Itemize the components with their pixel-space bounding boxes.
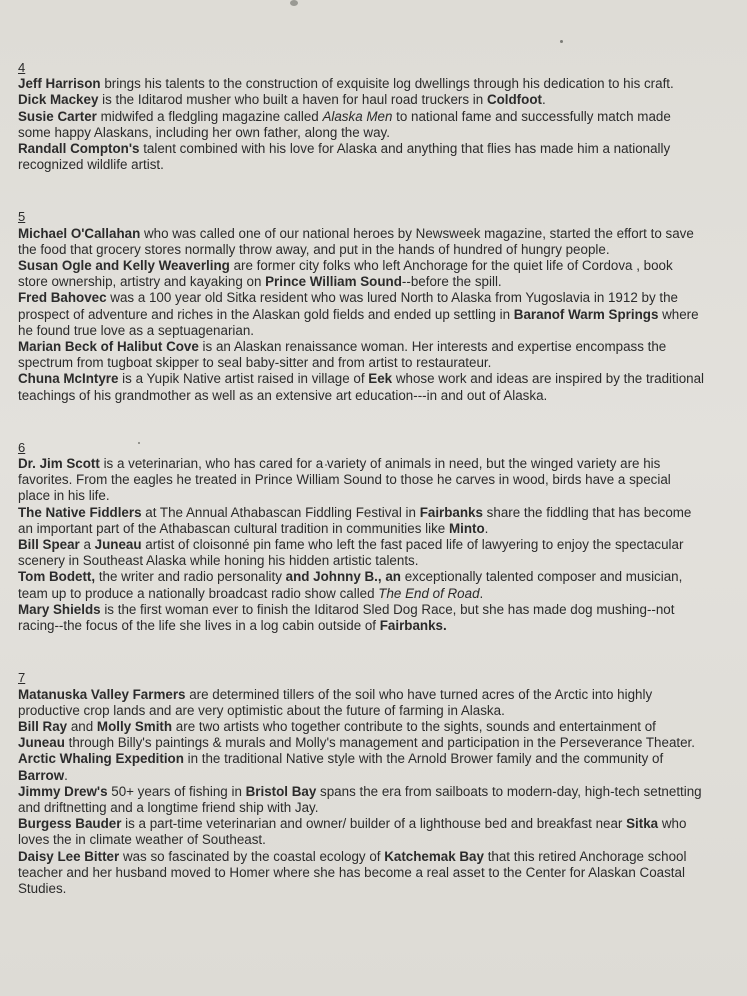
entry-text: is a Yupik Native artist raised in village of	[118, 371, 369, 387]
entry-paragraph	[18, 456, 706, 505]
entry-paragraph	[18, 505, 706, 537]
entry-text: .	[479, 585, 484, 601]
highlighted-name: Susie Carter	[18, 108, 97, 124]
entry-text: brings his talents to the construction of exquisite log dwellings through his dedication to his craft.	[100, 76, 674, 92]
highlighted-name: Michael O'Callahan	[18, 225, 141, 241]
highlighted-name: The Native Fiddlers	[18, 504, 142, 520]
highlighted-name: Minto	[448, 520, 485, 536]
entry-text: is the Iditarod musher who built a haven for haul road truckers in	[98, 92, 487, 108]
publication-title: The End of Road	[378, 585, 480, 601]
highlighted-name: Marian Beck of Halibut Cove	[18, 339, 199, 355]
entry-text: and	[67, 718, 97, 734]
entry-paragraph	[18, 537, 706, 569]
highlighted-name: Mary Shields	[18, 601, 101, 617]
entry-paragraph	[18, 226, 706, 258]
highlighted-name: Dr. Jim Scott	[18, 456, 100, 472]
section-number: 5	[18, 209, 26, 225]
document-body	[18, 60, 706, 897]
entry-text: are two artists who together contribute to the sights, sounds and entertainment of	[172, 718, 656, 734]
entry-text: was so fascinated by the coastal ecology of	[119, 848, 385, 864]
highlighted-name: Randall Compton's	[18, 141, 140, 157]
entry-text: are determined tillers of the soil who have turned acres of the Arctic into highly productive crop lands and are very optimistic about the future of farming in Alaska.	[18, 686, 653, 718]
highlighted-name: Fairbanks	[419, 504, 483, 520]
highlighted-name: Katchemak Bay	[384, 848, 484, 864]
entry-text: who loves the in climate weather of Southeast.	[18, 816, 687, 848]
entry-paragraph	[18, 687, 706, 719]
entry-text: .	[484, 520, 489, 536]
entry-text: who was called one of our national heroes by Newsweek magazine, started the effort to save the food that grocery stores normally throw away, and put in the hands of hundred of hungry people.	[18, 225, 694, 257]
highlighted-name: Susan Ogle and Kelly Weaverling	[18, 258, 230, 274]
entry-text: is a part-time veterinarian and owner/ builder of a lighthouse bed and breakfast near	[121, 816, 627, 832]
entry-text: where he found true love as a septuagenarian.	[18, 306, 699, 338]
entry-paragraph	[18, 109, 706, 141]
entry-text: through Billy's paintings & murals and Molly's management and participation in the Perseverance Theater.	[64, 735, 695, 751]
entry-text: in the traditional Native style with the Arnold Brower family and the community of	[183, 751, 664, 767]
entry-paragraph	[18, 290, 706, 339]
entry-text: artist of cloisonné pin fame who left the fast paced life of lawyering to enjoy the spectacular scenery in Southeast Alaska while honing his hidden artistic talents.	[18, 537, 684, 569]
entry-text: talent combined with his love for Alaska and anything that flies has made him a nationally recognized wildlife artist.	[18, 141, 671, 173]
highlighted-name: Coldfoot	[486, 92, 542, 108]
entry-paragraph	[18, 784, 706, 816]
highlighted-name: Bill Ray	[18, 718, 68, 734]
section-5	[18, 209, 706, 403]
entry-paragraph	[18, 602, 706, 634]
section-4	[18, 60, 706, 173]
entry-text: .	[541, 92, 546, 108]
entry-text: midwifed a fledgling magazine called	[96, 108, 323, 124]
entry-text: .	[64, 767, 68, 783]
entry-text: was a 100 year old Sitka resident who was lured North to Alaska from Yugoslavia in 1912 by the prospect of adventure and riches in the Alaskan gold fields and ended up settling in	[18, 290, 678, 322]
entry-text: a	[79, 537, 95, 553]
highlighted-name: Fairbanks.	[379, 618, 447, 634]
entry-text: --before the spill.	[401, 274, 502, 290]
entry-paragraph	[18, 371, 706, 403]
entry-text: that this retired Anchorage school teacher and her husband moved to Homer where she has become a real asset to the Center for Alaskan Coastal Studies.	[18, 848, 687, 896]
section-number: 7	[18, 670, 26, 686]
entry-paragraph	[18, 92, 706, 108]
highlighted-name: Fred Bahovec	[18, 290, 107, 306]
highlighted-name: Jeff Harrison	[18, 76, 101, 92]
entry-text: at The Annual Athabascan Fiddling Festival in	[141, 504, 420, 520]
entry-paragraph	[18, 339, 706, 371]
entry-text: is a veterinarian, who has cared for a variety of animals in need, but the winged variety are his favorites. From the eagles he treated in Prince William Sound to those he carves in wood, birds have a special place in his life.	[18, 456, 671, 504]
highlighted-name: Barrow	[18, 767, 65, 783]
highlighted-name: Arctic Whaling Expedition	[18, 751, 184, 767]
highlighted-name: Baranof Warm Springs	[513, 306, 659, 322]
entry-paragraph	[18, 258, 706, 290]
paper-speck	[560, 40, 563, 43]
entry-text: are former city folks who left Anchorage for the quiet life of Cordova , book store ownership, artistry and kayaking on	[18, 258, 673, 290]
entry-text: is an Alaskan renaissance woman. Her interests and expertise encompass the spectrum from tugboat skipper to seal baby-sitter and from artist to restaurateur.	[18, 339, 667, 371]
highlighted-name: Dick Mackey	[18, 92, 99, 108]
publication-title: Alaska Men	[322, 108, 393, 124]
highlighted-name: Juneau	[94, 537, 142, 553]
entry-paragraph	[18, 141, 706, 173]
highlighted-name: Tom Bodett,	[18, 569, 96, 585]
entry-paragraph	[18, 76, 706, 92]
entry-text: the writer and radio personality	[95, 569, 286, 585]
highlighted-name: Molly Smith	[96, 718, 173, 734]
entry-text: spans the era from sailboats to modern-day, high-tech setnetting and driftnetting and a longtime friend ship with Jay.	[18, 783, 702, 815]
entry-paragraph	[18, 719, 706, 751]
entry-text: whose work and ideas are inspired by the traditional teachings of his grandmother as well as an extensive art education---in and out of Alaska.	[18, 371, 705, 403]
highlighted-name: Bill Spear	[18, 537, 80, 553]
highlighted-name: Juneau	[18, 735, 65, 751]
highlighted-name: Eek	[368, 371, 393, 387]
highlighted-name: Matanuska Valley Farmers	[18, 686, 186, 702]
paper-speck	[290, 0, 298, 6]
entry-text: exceptionally talented composer and musician, team up to produce a nationally broadcast radio show called	[18, 569, 683, 601]
entry-text: share the fiddling that has become an important part of the Athabascan cultural tradition in communities like	[18, 504, 692, 536]
highlighted-name: Sitka	[626, 816, 659, 832]
entry-text: to national fame and successfully match made some happy Alaskans, including her own father, along the way.	[18, 108, 671, 140]
entry-paragraph	[18, 569, 706, 601]
entry-text: 50+ years of fishing in	[107, 783, 246, 799]
entry-paragraph	[18, 849, 706, 898]
highlighted-name: Jimmy Drew's	[18, 783, 108, 799]
entry-paragraph	[18, 816, 706, 848]
highlighted-name: Chuna McIntyre	[18, 371, 119, 387]
section-6	[18, 440, 706, 634]
highlighted-name: Burgess Bauder	[18, 816, 122, 832]
highlighted-name: and Johnny B., an	[285, 569, 401, 585]
section-7	[18, 670, 706, 897]
highlighted-name: Prince William Sound	[265, 274, 402, 290]
entry-text: is the first woman ever to finish the Iditarod Sled Dog Race, but she has made dog mushing--not racing--the focus of the life she lives in a log cabin outside of	[18, 601, 675, 634]
section-number: 4	[18, 60, 26, 75]
section-number: 6	[18, 439, 26, 455]
highlighted-name: Daisy Lee Bitter	[18, 848, 120, 864]
entry-paragraph	[18, 751, 706, 783]
highlighted-name: Bristol Bay	[245, 783, 317, 799]
